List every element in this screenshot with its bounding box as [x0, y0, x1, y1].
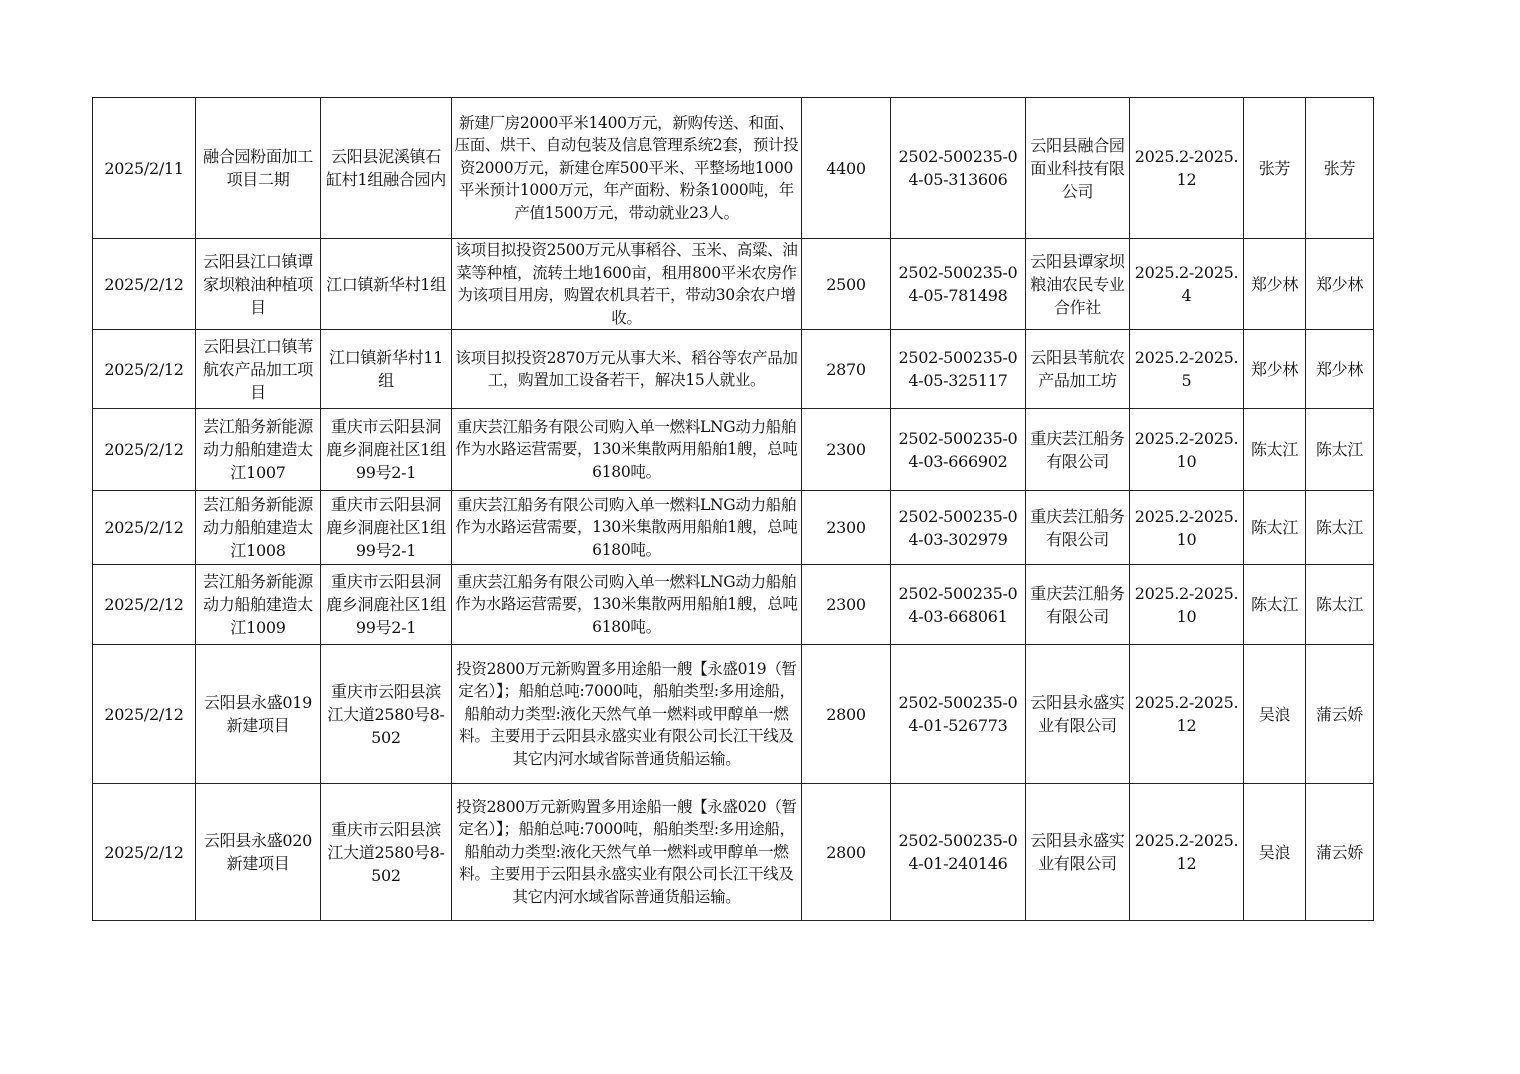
contact-cell: 蒲云娇: [1306, 645, 1374, 784]
project-name-cell: 云阳县江口镇谭家坝粮油种植项目: [196, 239, 321, 330]
project-name-cell: 云阳县永盛019新建项目: [196, 645, 321, 784]
project-code-cell: 2502-500235-04-01-526773: [891, 645, 1026, 784]
project-code-cell: 2502-500235-04-03-668061: [891, 565, 1026, 645]
period-cell: 2025.2-2025.10: [1130, 409, 1244, 491]
location-cell: 重庆市云阳县洞鹿乡洞鹿社区1组99号2-1: [321, 565, 452, 645]
amount-cell: 2300: [802, 409, 891, 491]
date-cell: 2025/2/12: [93, 330, 196, 409]
amount-cell: 4400: [802, 98, 891, 239]
contact-cell: 吴浪: [1244, 784, 1306, 921]
period-cell: 2025.2-2025.5: [1130, 330, 1244, 409]
description-cell: 投资2800万元新购置多用途船一艘【永盛020（暂定名）】；船舶总吨:7000吨，船舶类型:多用途船，船舶动力类型:液化天然气单一燃料或甲醇单一燃料。主要用于云阳县永盛实业有限公司长江干线及其它内河水域省际普通货船运输。: [452, 784, 802, 921]
project-code-cell: 2502-500235-04-05-781498: [891, 239, 1026, 330]
period-cell: 2025.2-2025.10: [1130, 491, 1244, 565]
table-row: [93, 784, 1374, 921]
description-cell: 新建厂房2000平米1400万元，新购传送、和面、压面、烘干、自动包装及信息管理系统2套，预计投资2000万元，新建仓库500平米、平整场地1000平米预计1000万元，年产面粉、粉条1000吨，年产值1500万元，带动就业23人。: [452, 98, 802, 239]
project-name-cell: 芸江船务新能源动力船舶建造太江1008: [196, 491, 321, 565]
project-code-cell: 2502-500235-04-05-313606: [891, 98, 1026, 239]
table-row: [93, 330, 1374, 409]
contact-cell: 郑少林: [1244, 239, 1306, 330]
location-cell: 重庆市云阳县洞鹿乡洞鹿社区1组99号2-1: [321, 491, 452, 565]
date-cell: 2025/2/12: [93, 645, 196, 784]
description-cell: 该项目拟投资2500万元从事稻谷、玉米、高粱、油菜等种植，流转土地1600亩，租用800平米农房作为该项目用房，购置农机具若干，带动30余农户增收。: [452, 239, 802, 330]
table-row: [93, 491, 1374, 565]
project-name-cell: 芸江船务新能源动力船舶建造太江1007: [196, 409, 321, 491]
date-cell: 2025/2/12: [93, 784, 196, 921]
location-cell: 江口镇新华村1组: [321, 239, 452, 330]
amount-cell: 2500: [802, 239, 891, 330]
project-code-cell: 2502-500235-04-03-302979: [891, 491, 1026, 565]
company-cell: 重庆芸江船务有限公司: [1026, 409, 1130, 491]
company-cell: 云阳县永盛实业有限公司: [1026, 645, 1130, 784]
period-cell: 2025.2-2025.12: [1130, 784, 1244, 921]
period-cell: 2025.2-2025.4: [1130, 239, 1244, 330]
project-code-cell: 2502-500235-04-01-240146: [891, 784, 1026, 921]
contact-cell: 郑少林: [1306, 330, 1374, 409]
date-cell: 2025/2/12: [93, 491, 196, 565]
project-code-cell: 2502-500235-04-05-325117: [891, 330, 1026, 409]
location-cell: 重庆市云阳县滨江大道2580号8-502: [321, 645, 452, 784]
location-cell: 重庆市云阳县滨江大道2580号8-502: [321, 784, 452, 921]
amount-cell: 2300: [802, 565, 891, 645]
company-cell: 重庆芸江船务有限公司: [1026, 491, 1130, 565]
company-cell: 云阳县永盛实业有限公司: [1026, 784, 1130, 921]
date-cell: 2025/2/12: [93, 239, 196, 330]
contact-cell: 陈太江: [1306, 565, 1374, 645]
amount-cell: 2800: [802, 645, 891, 784]
date-cell: 2025/2/11: [93, 98, 196, 239]
contact-cell: 陈太江: [1244, 491, 1306, 565]
contact-cell: 陈太江: [1306, 491, 1374, 565]
contact-cell: 郑少林: [1306, 239, 1374, 330]
company-cell: 重庆芸江船务有限公司: [1026, 565, 1130, 645]
project-name-cell: 云阳县永盛020新建项目: [196, 784, 321, 921]
date-cell: 2025/2/12: [93, 409, 196, 491]
contact-cell: 吴浪: [1244, 645, 1306, 784]
period-cell: 2025.2-2025.10: [1130, 565, 1244, 645]
company-cell: 云阳县谭家坝粮油农民专业合作社: [1026, 239, 1130, 330]
company-cell: 云阳县苇航农产品加工坊: [1026, 330, 1130, 409]
location-cell: 云阳县泥溪镇石缸村1组融合园内: [321, 98, 452, 239]
description-cell: 该项目拟投资2870万元从事大米、稻谷等农产品加工，购置加工设备若干，解决15人就业。: [452, 330, 802, 409]
table-row: [93, 409, 1374, 491]
contact-cell: 张芳: [1244, 98, 1306, 239]
period-cell: 2025.2-2025.12: [1130, 98, 1244, 239]
description-cell: 重庆芸江船务有限公司购入单一燃料LNG动力船舶作为水路运营需要，130米集散两用船舶1艘，总吨6180吨。: [452, 491, 802, 565]
project-table: [92, 97, 1374, 921]
table-row: [93, 645, 1374, 784]
project-name-cell: 芸江船务新能源动力船舶建造太江1009: [196, 565, 321, 645]
description-cell: 重庆芸江船务有限公司购入单一燃料LNG动力船舶作为水路运营需要，130米集散两用船舶1艘，总吨6180吨。: [452, 409, 802, 491]
amount-cell: 2800: [802, 784, 891, 921]
contact-cell: 陈太江: [1306, 409, 1374, 491]
project-name-cell: 云阳县江口镇苇航农产品加工项目: [196, 330, 321, 409]
description-cell: 投资2800万元新购置多用途船一艘【永盛019（暂定名）】；船舶总吨:7000吨，船舶类型:多用途船，船舶动力类型:液化天然气单一燃料或甲醇单一燃料。主要用于云阳县永盛实业有限公司长江干线及其它内河水域省际普通货船运输。: [452, 645, 802, 784]
period-cell: 2025.2-2025.12: [1130, 645, 1244, 784]
table-row: [93, 565, 1374, 645]
contact-cell: 蒲云娇: [1306, 784, 1374, 921]
location-cell: 江口镇新华村11组: [321, 330, 452, 409]
project-code-cell: 2502-500235-04-03-666902: [891, 409, 1026, 491]
contact-cell: 陈太江: [1244, 409, 1306, 491]
location-cell: 重庆市云阳县洞鹿乡洞鹿社区1组99号2-1: [321, 409, 452, 491]
date-cell: 2025/2/12: [93, 565, 196, 645]
contact-cell: 张芳: [1306, 98, 1374, 239]
contact-cell: 郑少林: [1244, 330, 1306, 409]
table-row: [93, 98, 1374, 239]
amount-cell: 2300: [802, 491, 891, 565]
contact-cell: 陈太江: [1244, 565, 1306, 645]
company-cell: 云阳县融合园面业科技有限公司: [1026, 98, 1130, 239]
table-row: [93, 239, 1374, 330]
project-name-cell: 融合园粉面加工项目二期: [196, 98, 321, 239]
description-cell: 重庆芸江船务有限公司购入单一燃料LNG动力船舶作为水路运营需要，130米集散两用船舶1艘，总吨6180吨。: [452, 565, 802, 645]
amount-cell: 2870: [802, 330, 891, 409]
